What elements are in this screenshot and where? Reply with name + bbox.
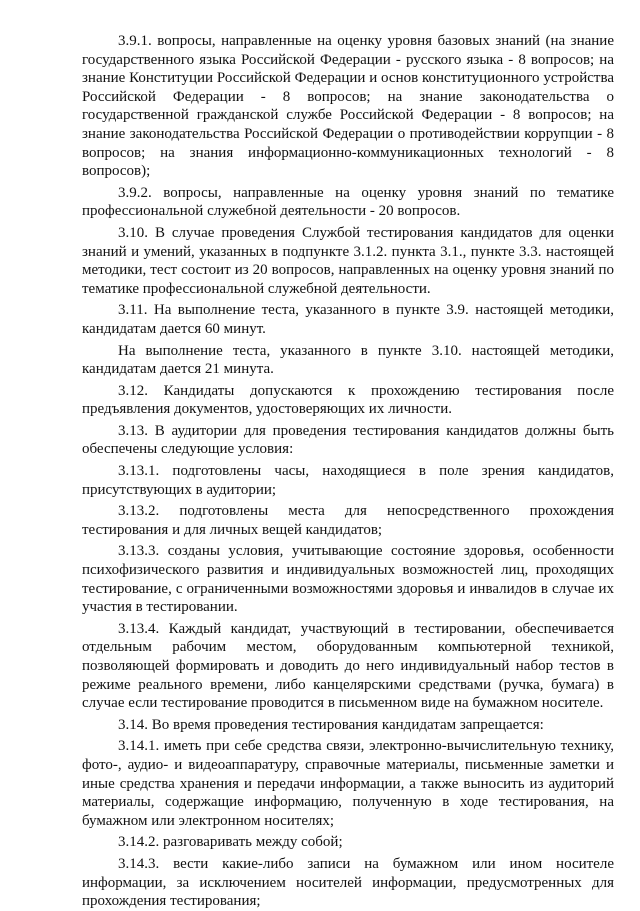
paragraph-3-11-continued: На выполнение теста, указанного в пункте 3.10. настоящей методики, кандидатам дается 21 минута. xyxy=(82,342,614,378)
document-page xyxy=(82,32,614,911)
paragraph-3-14-1: 3.14.1. иметь при себе средства связи, электронно-вычислительную технику, фото-, аудио- и видеоаппаратуру, справочные материалы, письменные заметки и иные средства хранения и передачи информации, а также выносить из аудиторий материалы, содержащие информацию, полученную в ходе тестирования, на бумажном или электронном носителях; xyxy=(82,738,614,829)
paragraph-3-13-4: 3.13.4. Каждый кандидат, участвующий в тестировании, обеспечивается отдельным рабочим местом, оборудованным компьютерной техникой, позволяющей формировать и доводить до него индивидуальный набор тестов в режиме реального времени, либо канцелярскими средствами (ручка, бумага) в случае если тестирование проводится в письменном виде на бумажном носителе. xyxy=(82,620,614,712)
paragraph-3-14-2: 3.14.2. разговаривать между собой; xyxy=(118,834,343,851)
paragraph-3-14-3: 3.14.3. вести какие-либо записи на бумажном или ином носителе информации, за исключением носителей информации, предусмотренных для прохождения тестирования; xyxy=(82,855,614,910)
paragraph-3-13-2: 3.13.2. подготовлены места для непосредственного прохождения тестирования и для личных вещей кандидатов; xyxy=(82,503,614,538)
paragraph-3-14: 3.14. Во время проведения тестирования кандидатам запрещается: xyxy=(118,716,544,733)
paragraph-3-12: 3.12. Кандидаты допускаются к прохождению тестирования после предъявления документов, удостоверяющих их личности. xyxy=(82,382,614,418)
paragraph-3-10: 3.10. В случае проведения Службой тестирования кандидатов для оценки знаний и умений, указанных в подпункте 3.1.2. пункта 3.1., пункте 3.3. настоящей методики, тест состоит из 20 вопросов, направленных на оценку уровня знаний по тематике профессиональной служебной деятельности. xyxy=(82,224,614,297)
paragraph-3-13-1: 3.13.1. подготовлены часы, находящиеся в поле зрения кандидатов, присутствующих в аудитории; xyxy=(82,463,614,498)
paragraph-3-11: 3.11. На выполнение теста, указанного в пункте 3.9. настоящей методики, кандидатам дается 60 минут. xyxy=(82,302,614,337)
paragraph-3-9-1: 3.9.1. вопросы, направленные на оценку уровня базовых знаний (на знание государственного языка Российской Федерации - русского языка - 8 вопросов; на знание Конституции Российской Федерации и основ конституционного устройства Российской Федерации - 8 вопросов; на знание законодательства о государственной гражданской службе Российской Федерации - 8 вопросов; на знание законодательства Российской Федерации о противодействии коррупции - 8 вопросов; на знания информационно-коммуникационных технологий - 8 вопросов); xyxy=(82,33,614,180)
paragraph-3-9-2: 3.9.2. вопросы, направленные на оценку уровня знаний по тематике профессиональной служебной деятельности - 20 вопросов. xyxy=(82,184,614,220)
paragraph-3-13-3: 3.13.3. созданы условия, учитывающие состояние здоровья, особенности психофизического развития и индивидуальных возможностей лиц, проходящих тестирование, с ограниченными возможностями здоровья и инвалидов в случае их участия в тестировании. xyxy=(82,543,614,616)
paragraph-3-13: 3.13. В аудитории для проведения тестирования кандидатов должны быть обеспечены следующие условия: xyxy=(82,422,614,458)
